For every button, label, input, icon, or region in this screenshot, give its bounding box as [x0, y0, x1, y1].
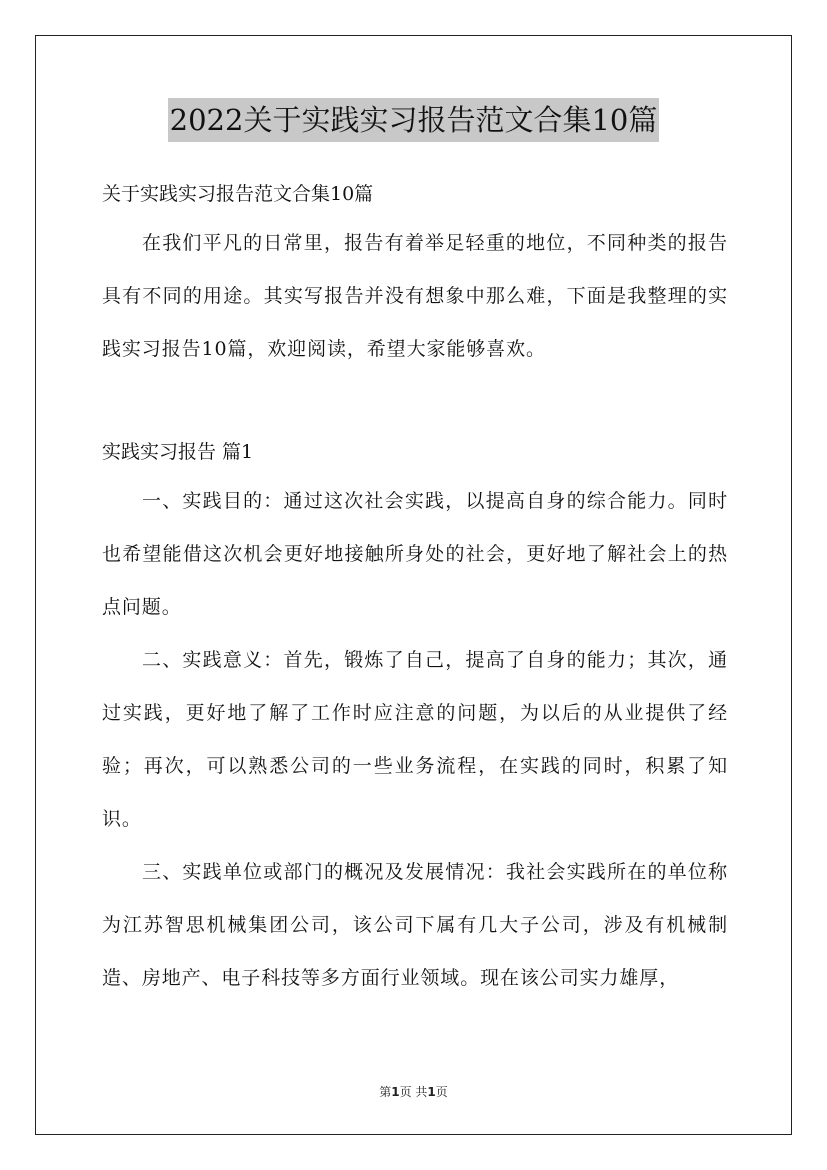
section-heading: 实践实习报告 篇1: [102, 441, 254, 463]
footer-mid: 页 共: [399, 1085, 428, 1099]
body-paragraph: 一、实践目的：通过这次社会实践，以提高自身的综合能力。同时也希望能借这次机会更好地接触所身处的社会，更好地了解社会上的热点问题。: [102, 490, 728, 618]
document-subtitle: 关于实践实习报告范文合集10篇: [102, 183, 374, 205]
footer-suffix: 页: [435, 1085, 448, 1099]
body-paragraph: 二、实践意义：首先，锻炼了自己，提高了自身的能力；其次，通过实践，更好地了解了工作时应注意的问题，为以后的从业提供了经验；再次，可以熟悉公司的一些业务流程，在实践的同时，积累了知识。: [102, 649, 728, 830]
document-title: 2022关于实践实习报告范文合集10篇: [168, 98, 660, 142]
page-total: 1: [427, 1085, 436, 1099]
title-container: [0, 98, 827, 142]
page-footer: [0, 1083, 827, 1100]
document-body: [102, 176, 728, 1005]
body-paragraph: 三、实践单位或部门的概况及发展情况：我社会实践所在的单位称为江苏智思机械集团公司，该公司下属有几大子公司，涉及有机械制造、房地产、电子科技等多方面行业领域。现在该公司实力雄厚，: [102, 861, 728, 989]
page-number: 1: [391, 1085, 400, 1099]
footer-prefix: 第: [379, 1085, 392, 1099]
spacer: [102, 376, 728, 434]
intro-paragraph: 在我们平凡的日常里，报告有着举足轻重的地位，不同种类的报告具有不同的用途。其实写报告并没有想象中那么难，下面是我整理的实践实习报告10篇，欢迎阅读，希望大家能够喜欢。: [102, 232, 728, 360]
